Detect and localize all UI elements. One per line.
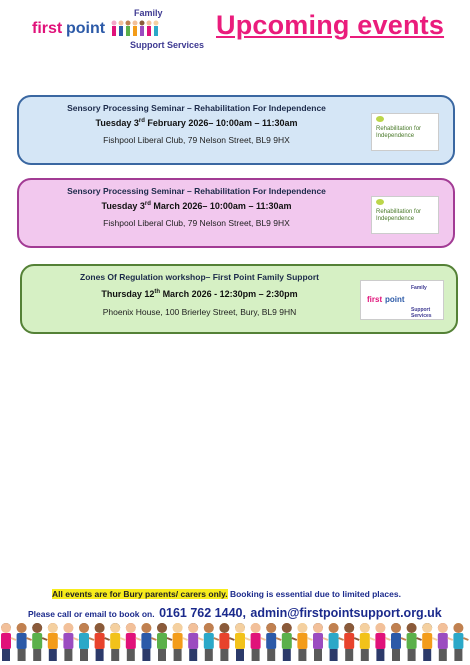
person-figure-part bbox=[32, 623, 42, 633]
person-figure-part bbox=[375, 623, 385, 633]
firstpoint-logo bbox=[30, 8, 210, 54]
event-title: Sensory Processing Seminar – Rehabilitation For Independence bbox=[67, 186, 326, 196]
email-link[interactable]: admin@firstpointsupport.org.uk bbox=[250, 606, 442, 620]
person-figure-part bbox=[251, 623, 261, 633]
leaf-icon bbox=[376, 199, 384, 205]
firstpoint-badge-logo bbox=[360, 280, 444, 320]
person-figure-part bbox=[314, 649, 322, 661]
person-figure-part bbox=[423, 649, 431, 661]
person-figure-part bbox=[282, 633, 292, 649]
person-figure-part bbox=[219, 633, 229, 649]
person-figure-part bbox=[408, 649, 416, 661]
badge-support-text: Support Services bbox=[411, 307, 432, 319]
person-figure-part bbox=[105, 638, 110, 640]
person-figure-part bbox=[344, 633, 354, 649]
leaf-icon bbox=[376, 116, 384, 122]
event-date: Tuesday 3rd March 2026– 10:00am – 11:30am bbox=[101, 201, 292, 211]
person-figure-part bbox=[48, 633, 58, 649]
person-figure-part bbox=[266, 623, 276, 633]
person-figure-part bbox=[142, 649, 150, 661]
person-figure-part bbox=[307, 638, 312, 640]
person-figure-part bbox=[229, 638, 234, 640]
person-figure-part bbox=[376, 649, 384, 661]
person-figure-part bbox=[282, 623, 292, 633]
person-figure-part bbox=[267, 649, 275, 661]
person-figure-part bbox=[126, 633, 136, 649]
person-figure-part bbox=[95, 633, 105, 649]
person-figure-part bbox=[141, 623, 151, 633]
logo-people-icon bbox=[110, 18, 162, 42]
person-figure-part bbox=[110, 623, 120, 633]
person-figure-part bbox=[27, 638, 32, 640]
person-figure-part bbox=[391, 623, 401, 633]
person-figure-part bbox=[63, 633, 73, 649]
person-figure-part bbox=[438, 623, 448, 633]
eligibility-note bbox=[52, 589, 401, 599]
person-figure-part bbox=[407, 633, 417, 649]
event-card-2 bbox=[17, 178, 455, 248]
person-figure-part bbox=[432, 638, 437, 640]
person-figure-part bbox=[1, 623, 11, 633]
rehab-badge-text: Rehabilitation for Independence bbox=[376, 209, 422, 222]
person-figure-part bbox=[251, 633, 261, 649]
person-figure-part bbox=[79, 633, 89, 649]
event-title: Sensory Processing Seminar – Rehabilitation For Independence bbox=[67, 103, 326, 113]
badge-family-text: Family bbox=[411, 285, 427, 291]
person-figure-part bbox=[344, 623, 354, 633]
person-figure-part bbox=[220, 649, 228, 661]
page-header bbox=[0, 0, 470, 60]
person-figure-part bbox=[235, 633, 245, 649]
person-figure-part bbox=[448, 638, 453, 640]
person-figure-part bbox=[204, 623, 214, 633]
person-figure-part bbox=[136, 638, 141, 640]
person-figure-part bbox=[439, 649, 447, 661]
person-figure-part bbox=[167, 638, 172, 640]
person-figure-part bbox=[1, 633, 11, 649]
person-figure-part bbox=[95, 623, 105, 633]
person-figure-part bbox=[297, 633, 307, 649]
event-card-3 bbox=[20, 264, 458, 334]
person-figure-part bbox=[42, 638, 47, 640]
rehabilitation-logo bbox=[371, 196, 439, 234]
event-venue: Fishpool Liberal Club, 79 Nelson Street, BL9 9HX bbox=[103, 135, 290, 145]
logo-point-text: point bbox=[66, 20, 106, 37]
person-figure-part bbox=[407, 623, 417, 633]
person-figure-part bbox=[157, 633, 167, 649]
person-figure-part bbox=[48, 623, 58, 633]
person-figure-part bbox=[391, 633, 401, 649]
person-figure-part bbox=[235, 623, 245, 633]
person-figure-part bbox=[360, 623, 370, 633]
person-figure-part bbox=[64, 649, 72, 661]
person-figure-part bbox=[261, 638, 266, 640]
person-figure-part bbox=[80, 649, 88, 661]
person-figure-part bbox=[11, 638, 16, 640]
logo-family-text: Family bbox=[134, 8, 163, 18]
person-figure-part bbox=[219, 623, 229, 633]
person-figure-part bbox=[79, 623, 89, 633]
person-figure-part bbox=[173, 623, 183, 633]
person-figure-part bbox=[157, 623, 167, 633]
person-figure-part bbox=[339, 638, 344, 640]
badge-point-text: point bbox=[385, 295, 405, 304]
event-venue: Fishpool Liberal Club, 79 Nelson Street, BL9 9HX bbox=[103, 218, 290, 228]
person-figure-part bbox=[63, 623, 73, 633]
person-figure-part bbox=[329, 623, 339, 633]
event-date: Thursday 12th March 2026 - 12:30pm – 2:30pm bbox=[101, 289, 298, 299]
person-figure-part bbox=[266, 633, 276, 649]
person-figure-part bbox=[58, 638, 63, 640]
person-figure-part bbox=[329, 633, 339, 649]
person-figure-part bbox=[313, 623, 323, 633]
person-figure-part bbox=[453, 623, 463, 633]
person-figure-part bbox=[174, 649, 182, 661]
rehabilitation-logo bbox=[371, 113, 439, 151]
person-figure-part bbox=[188, 623, 198, 633]
person-figure-part bbox=[236, 649, 244, 661]
person-figure-part bbox=[252, 649, 260, 661]
person-figure-part bbox=[188, 633, 198, 649]
person-figure-part bbox=[96, 649, 104, 661]
person-figure-part bbox=[127, 649, 135, 661]
person-figure-part bbox=[401, 638, 406, 640]
booking-note: Booking is essential due to limited places. bbox=[229, 589, 401, 599]
person-figure-part bbox=[245, 638, 250, 640]
person-figure-part bbox=[385, 638, 390, 640]
person-figure-part bbox=[183, 638, 188, 640]
person-figure-part bbox=[297, 623, 307, 633]
phone-number[interactable]: 0161 762 1440, bbox=[159, 606, 246, 620]
person-figure-part bbox=[151, 638, 156, 640]
badge-first-text: first bbox=[367, 295, 383, 304]
person-figure-part bbox=[422, 623, 432, 633]
person-figure-part bbox=[375, 633, 385, 649]
person-figure-part bbox=[17, 633, 27, 649]
person-figure-part bbox=[345, 649, 353, 661]
person-figure-part bbox=[313, 633, 323, 649]
event-date: Tuesday 3rd February 2026– 10:00am – 11:30am bbox=[95, 118, 298, 128]
person-figure-part bbox=[173, 633, 183, 649]
person-figure-part bbox=[32, 633, 42, 649]
event-title: Zones Of Regulation workshop– First Point Family Support bbox=[80, 272, 319, 282]
rehab-badge-text: Rehabilitation for Independence bbox=[376, 126, 422, 139]
person-figure-part bbox=[110, 633, 120, 649]
person-figure-part bbox=[189, 649, 197, 661]
person-figure-part bbox=[370, 638, 375, 640]
page-title: Upcoming events bbox=[216, 10, 445, 40]
contact-label: Please call or email to book on. bbox=[28, 609, 155, 619]
person-figure-part bbox=[17, 623, 27, 633]
person-figure-part bbox=[422, 633, 432, 649]
person-figure-part bbox=[111, 649, 119, 661]
person-figure-part bbox=[141, 633, 151, 649]
person-figure-part bbox=[292, 638, 297, 640]
person-figure-part bbox=[392, 649, 400, 661]
person-figure-part bbox=[330, 649, 338, 661]
person-figure-part bbox=[360, 633, 370, 649]
person-figure-part bbox=[49, 649, 57, 661]
person-figure-part bbox=[463, 638, 468, 640]
person-figure-part bbox=[73, 638, 78, 640]
person-figure-part bbox=[89, 638, 94, 640]
person-figure-part bbox=[361, 649, 369, 661]
person-figure-part bbox=[214, 638, 219, 640]
person-figure-part bbox=[205, 649, 213, 661]
person-figure-part bbox=[438, 633, 448, 649]
person-figure-part bbox=[18, 649, 26, 661]
person-figure-part bbox=[298, 649, 306, 661]
person-figure-part bbox=[198, 638, 203, 640]
person-figure-part bbox=[158, 649, 166, 661]
event-venue: Phoenix House, 100 Brierley Street, Bury, BL9 9HN bbox=[102, 307, 297, 317]
eligibility-highlight: All events are for Bury parents/ carers only. bbox=[52, 589, 228, 599]
logo-first-text: first bbox=[32, 20, 63, 37]
person-figure-part bbox=[33, 649, 41, 661]
person-figure-part bbox=[323, 638, 328, 640]
person-figure-part bbox=[126, 623, 136, 633]
person-figure-part bbox=[2, 649, 10, 661]
person-figure-part bbox=[120, 638, 125, 640]
people-illustration bbox=[0, 620, 470, 665]
event-card-1 bbox=[17, 95, 455, 165]
person-figure-part bbox=[204, 633, 214, 649]
person-figure-part bbox=[354, 638, 359, 640]
person-figure-part bbox=[276, 638, 281, 640]
person-figure-part bbox=[454, 649, 462, 661]
person-figure-part bbox=[453, 633, 463, 649]
logo-support-text: Support Services bbox=[130, 40, 205, 50]
person-figure-part bbox=[283, 649, 291, 661]
person-figure-part bbox=[417, 638, 422, 640]
